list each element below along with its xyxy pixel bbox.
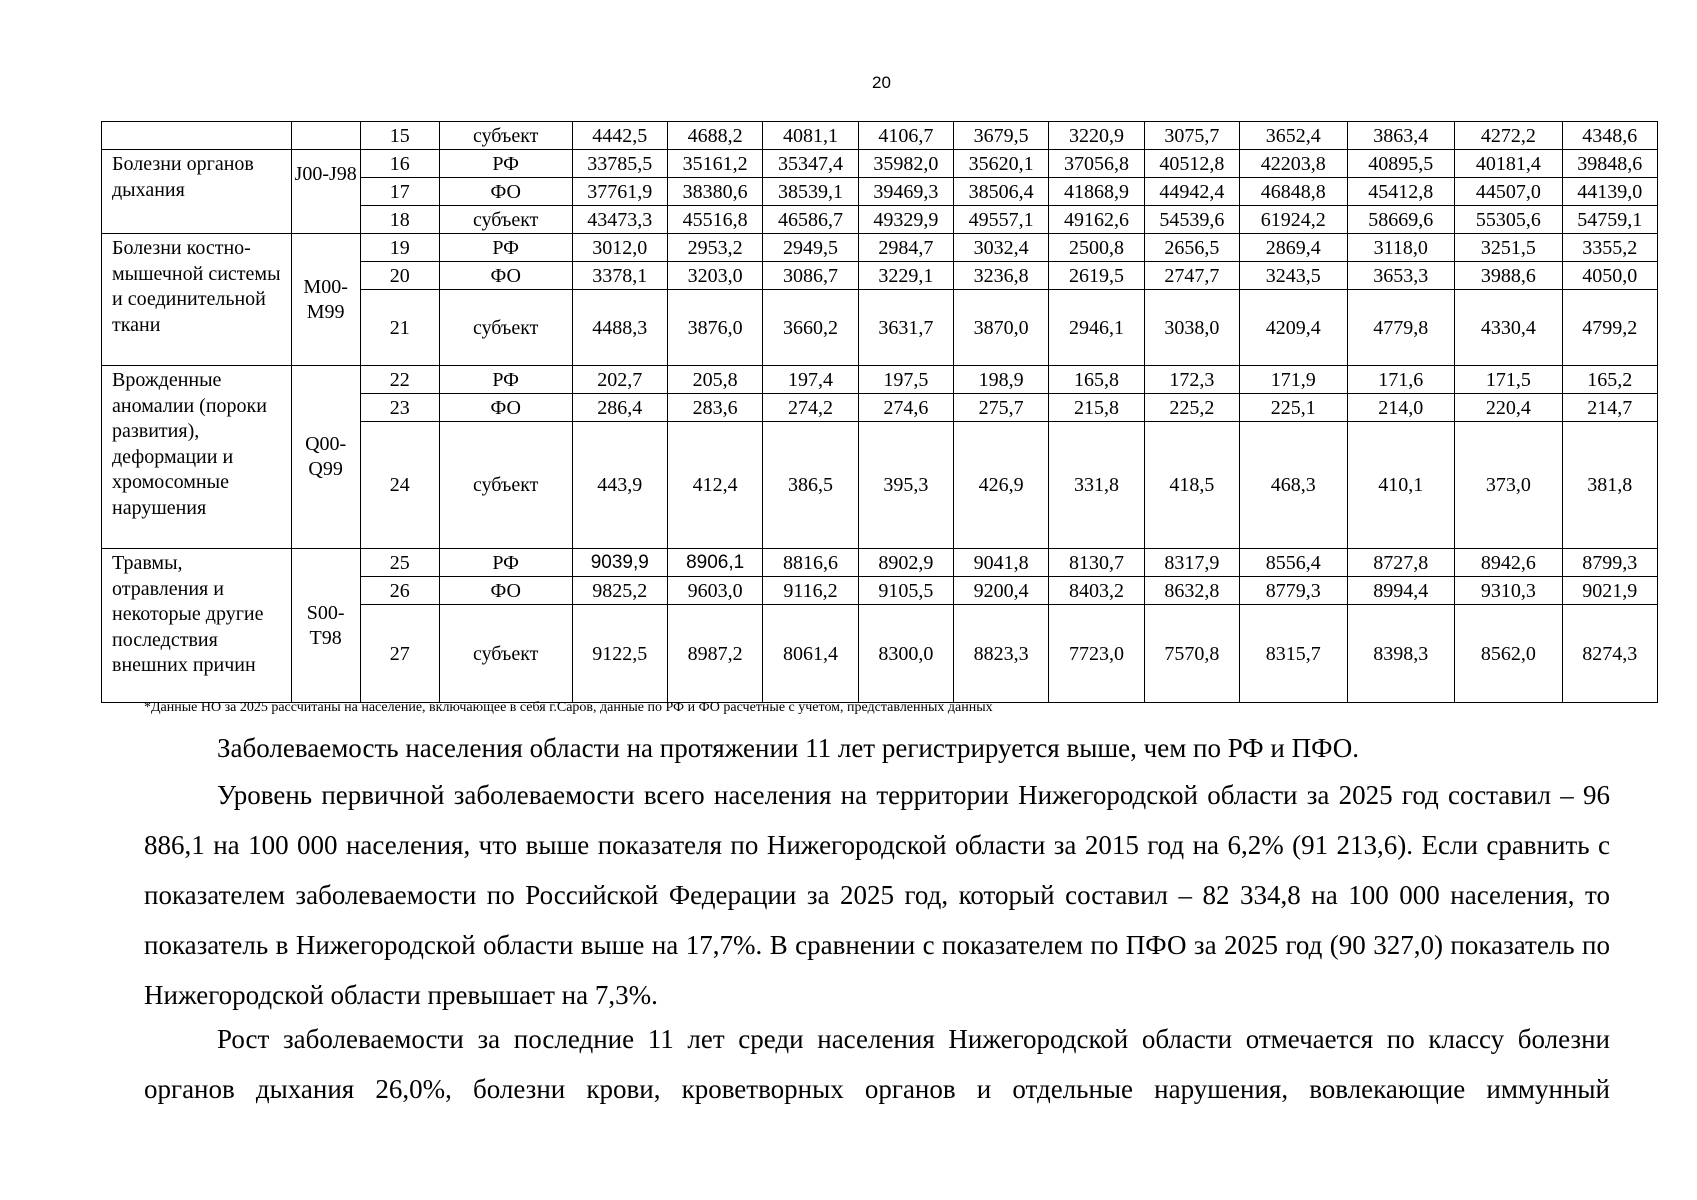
- level-cell: РФ: [439, 234, 572, 262]
- level-cell: РФ: [439, 366, 572, 394]
- level-cell: субъект: [439, 206, 572, 234]
- value-cell: 8562,0: [1455, 605, 1563, 703]
- value-cell: 395,3: [858, 422, 953, 549]
- morbidity-table: [101, 121, 1658, 703]
- value-cell: 412,4: [667, 422, 762, 549]
- value-cell: 42203,8: [1240, 150, 1348, 178]
- value-cell: 35161,2: [667, 150, 762, 178]
- value-cell: 214,7: [1562, 394, 1657, 422]
- page-number: 20: [872, 73, 891, 92]
- value-cell: 54759,1: [1562, 206, 1657, 234]
- value-cell: 8987,2: [667, 605, 762, 703]
- value-cell: 3243,5: [1240, 262, 1348, 290]
- value-cell: 274,6: [858, 394, 953, 422]
- paragraph-text: Заболеваемость населения области на протяжении 11 лет регистрируется выше, чем по РФ и ПФО.: [217, 733, 1359, 763]
- value-cell: 3679,5: [954, 122, 1049, 150]
- code-cell: Q00-Q99: [291, 366, 360, 549]
- code-cell: J00-J98: [291, 150, 360, 234]
- value-cell: 49557,1: [954, 206, 1049, 234]
- value-cell: 8315,7: [1240, 605, 1348, 703]
- value-cell: 3229,1: [858, 262, 953, 290]
- value-cell: 410,1: [1347, 422, 1455, 549]
- level-cell: субъект: [439, 422, 572, 549]
- value-cell: 165,2: [1562, 366, 1657, 394]
- value-cell: 8632,8: [1144, 577, 1239, 605]
- row-number: 21: [360, 290, 439, 366]
- value-cell: 3086,7: [763, 262, 858, 290]
- value-cell: 8398,3: [1347, 605, 1455, 703]
- value-cell: 4330,4: [1455, 290, 1563, 366]
- value-cell: 3118,0: [1347, 234, 1455, 262]
- class-cell: Травмы, отравления и некоторые другие последствия внешних причин: [102, 549, 292, 703]
- value-cell: 9105,5: [858, 577, 953, 605]
- value-cell: 7570,8: [1144, 605, 1239, 703]
- value-cell: 38539,1: [763, 178, 858, 206]
- value-cell: 35347,4: [763, 150, 858, 178]
- value-cell: 3988,6: [1455, 262, 1563, 290]
- table-row: [102, 150, 1658, 178]
- value-cell: 8061,4: [763, 605, 858, 703]
- value-cell: 386,5: [763, 422, 858, 549]
- value-cell: 2656,5: [1144, 234, 1239, 262]
- value-cell: 3652,4: [1240, 122, 1348, 150]
- value-cell: 3378,1: [572, 262, 667, 290]
- value-cell: 7723,0: [1049, 605, 1144, 703]
- value-cell: 3870,0: [954, 290, 1049, 366]
- value-cell: 43473,3: [572, 206, 667, 234]
- value-cell: 9021,9: [1562, 577, 1657, 605]
- value-cell: 35982,0: [858, 150, 953, 178]
- row-number: 26: [360, 577, 439, 605]
- class-cell: [102, 122, 292, 150]
- value-cell: 49162,6: [1049, 206, 1144, 234]
- value-cell: 220,4: [1455, 394, 1563, 422]
- value-cell: 2869,4: [1240, 234, 1348, 262]
- value-cell: 202,7: [572, 366, 667, 394]
- value-cell: 2984,7: [858, 234, 953, 262]
- row-number: 19: [360, 234, 439, 262]
- value-cell: 4209,4: [1240, 290, 1348, 366]
- paragraph: [144, 723, 1610, 773]
- value-cell: 3251,5: [1455, 234, 1563, 262]
- level-cell: ФО: [439, 577, 572, 605]
- value-cell: 8556,4: [1240, 549, 1348, 577]
- value-cell: 8942,6: [1455, 549, 1563, 577]
- paragraph-text: Рост заболеваемости за последние 11 лет среди населения Нижегородской области отмечается по классу болезни органов дыхания 26,0%, болезни крови, кроветворных органов и отдельные нарушения, вовлекающие иммунный: [144, 1024, 1610, 1104]
- code-cell: S00-T98: [291, 549, 360, 703]
- value-cell: 8300,0: [858, 605, 953, 703]
- value-cell: 331,8: [1049, 422, 1144, 549]
- paragraph: [144, 770, 1610, 1020]
- value-cell: 44139,0: [1562, 178, 1657, 206]
- value-cell: 225,2: [1144, 394, 1239, 422]
- value-cell: 8994,4: [1347, 577, 1455, 605]
- value-cell: 418,5: [1144, 422, 1239, 549]
- value-cell: 41868,9: [1049, 178, 1144, 206]
- value-cell: 172,3: [1144, 366, 1239, 394]
- value-cell: 3032,4: [954, 234, 1049, 262]
- level-cell: ФО: [439, 394, 572, 422]
- row-number: 15: [360, 122, 439, 150]
- class-cell: Болезни костно-мышечной системы и соединительной ткани: [102, 234, 292, 366]
- value-cell: 8799,3: [1562, 549, 1657, 577]
- row-number: 16: [360, 150, 439, 178]
- value-cell: 3653,3: [1347, 262, 1455, 290]
- value-cell: 274,2: [763, 394, 858, 422]
- value-cell: 3876,0: [667, 290, 762, 366]
- value-cell: 44942,4: [1144, 178, 1239, 206]
- value-cell: 9039,9: [572, 549, 667, 577]
- value-cell: 4442,5: [572, 122, 667, 150]
- value-cell: 373,0: [1455, 422, 1563, 549]
- value-cell: 286,4: [572, 394, 667, 422]
- value-cell: 443,9: [572, 422, 667, 549]
- value-cell: 4050,0: [1562, 262, 1657, 290]
- value-cell: 3012,0: [572, 234, 667, 262]
- table-row: [102, 234, 1658, 262]
- value-cell: 40512,8: [1144, 150, 1239, 178]
- value-cell: 55305,6: [1455, 206, 1563, 234]
- row-number: 24: [360, 422, 439, 549]
- table-row: [102, 366, 1658, 394]
- value-cell: 4488,3: [572, 290, 667, 366]
- value-cell: 215,8: [1049, 394, 1144, 422]
- value-cell: 9200,4: [954, 577, 1049, 605]
- value-cell: 3203,0: [667, 262, 762, 290]
- value-cell: 33785,5: [572, 150, 667, 178]
- value-cell: 9116,2: [763, 577, 858, 605]
- value-cell: 198,9: [954, 366, 1049, 394]
- value-cell: 171,5: [1455, 366, 1563, 394]
- value-cell: 3863,4: [1347, 122, 1455, 150]
- value-cell: 4799,2: [1562, 290, 1657, 366]
- value-cell: 8274,3: [1562, 605, 1657, 703]
- level-cell: РФ: [439, 150, 572, 178]
- value-cell: 4348,6: [1562, 122, 1657, 150]
- value-cell: 45516,8: [667, 206, 762, 234]
- value-cell: 8317,9: [1144, 549, 1239, 577]
- level-cell: ФО: [439, 178, 572, 206]
- value-cell: 40895,5: [1347, 150, 1455, 178]
- row-number: 27: [360, 605, 439, 703]
- value-cell: 61924,2: [1240, 206, 1348, 234]
- value-cell: 54539,6: [1144, 206, 1239, 234]
- class-cell: Врожденные аномалии (пороки развития), деформации и хромосомные нарушения: [102, 366, 292, 549]
- level-cell: субъект: [439, 605, 572, 703]
- value-cell: 2747,7: [1144, 262, 1239, 290]
- value-cell: 9310,3: [1455, 577, 1563, 605]
- value-cell: 225,1: [1240, 394, 1348, 422]
- row-number: 22: [360, 366, 439, 394]
- class-cell: Болезни органов дыхания: [102, 150, 292, 234]
- row-number: 18: [360, 206, 439, 234]
- table-footnote: *Данные НО за 2025 рассчитаны на население, включающее в себя г.Саров, данные по РФ и ФО расчетные с учетом, представленных данных: [144, 700, 993, 715]
- value-cell: 165,8: [1049, 366, 1144, 394]
- value-cell: 171,6: [1347, 366, 1455, 394]
- value-cell: 3660,2: [763, 290, 858, 366]
- level-cell: субъект: [439, 290, 572, 366]
- value-cell: 3038,0: [1144, 290, 1239, 366]
- value-cell: 381,8: [1562, 422, 1657, 549]
- value-cell: 3355,2: [1562, 234, 1657, 262]
- value-cell: 8403,2: [1049, 577, 1144, 605]
- value-cell: 58669,6: [1347, 206, 1455, 234]
- level-cell: субъект: [439, 122, 572, 150]
- value-cell: 3075,7: [1144, 122, 1239, 150]
- value-cell: 38506,4: [954, 178, 1049, 206]
- value-cell: 9041,8: [954, 549, 1049, 577]
- value-cell: 46586,7: [763, 206, 858, 234]
- value-cell: 40181,4: [1455, 150, 1563, 178]
- code-cell: [291, 122, 360, 150]
- value-cell: 8823,3: [954, 605, 1049, 703]
- value-cell: 214,0: [1347, 394, 1455, 422]
- value-cell: 2619,5: [1049, 262, 1144, 290]
- row-number: 25: [360, 549, 439, 577]
- value-cell: 426,9: [954, 422, 1049, 549]
- value-cell: 8779,3: [1240, 577, 1348, 605]
- value-cell: 38380,6: [667, 178, 762, 206]
- value-cell: 2946,1: [1049, 290, 1144, 366]
- value-cell: 39469,3: [858, 178, 953, 206]
- value-cell: 2500,8: [1049, 234, 1144, 262]
- value-cell: 9122,5: [572, 605, 667, 703]
- value-cell: 9603,0: [667, 577, 762, 605]
- code-cell: M00-M99: [291, 234, 360, 366]
- value-cell: 197,5: [858, 366, 953, 394]
- value-cell: 3236,8: [954, 262, 1049, 290]
- value-cell: 8727,8: [1347, 549, 1455, 577]
- value-cell: 46848,8: [1240, 178, 1348, 206]
- value-cell: 3220,9: [1049, 122, 1144, 150]
- row-number: 17: [360, 178, 439, 206]
- row-number: 23: [360, 394, 439, 422]
- value-cell: 44507,0: [1455, 178, 1563, 206]
- value-cell: 468,3: [1240, 422, 1348, 549]
- value-cell: 4081,1: [763, 122, 858, 150]
- value-cell: 39848,6: [1562, 150, 1657, 178]
- level-cell: ФО: [439, 262, 572, 290]
- value-cell: 275,7: [954, 394, 1049, 422]
- value-cell: 45412,8: [1347, 178, 1455, 206]
- value-cell: 2953,2: [667, 234, 762, 262]
- value-cell: 283,6: [667, 394, 762, 422]
- value-cell: 197,4: [763, 366, 858, 394]
- value-cell: 2949,5: [763, 234, 858, 262]
- paragraph: [144, 1014, 1610, 1114]
- value-cell: 49329,9: [858, 206, 953, 234]
- value-cell: 37761,9: [572, 178, 667, 206]
- value-cell: 8130,7: [1049, 549, 1144, 577]
- paragraph-text: Уровень первичной заболеваемости всего населения на территории Нижегородской области за 2025 год составил – 96 886,1 на 100 000 населения, что выше показателя по Нижегородской области за 2015 год на 6,2% (91 213,6). Если сравнить с показателем заболеваемости по Российской Федерации за 2025 год, который составил – 82 334,8 на 100 000 населения, то показатель в Нижегородской области выше на 17,7%. В сравнении с показателем по ПФО за 2025 год (90 327,0) показатель по Нижегородской области превышает на 7,3%.: [144, 780, 1610, 1010]
- value-cell: 35620,1: [954, 150, 1049, 178]
- value-cell: 4106,7: [858, 122, 953, 150]
- table-row: [102, 122, 1658, 150]
- value-cell: 4688,2: [667, 122, 762, 150]
- value-cell: 37056,8: [1049, 150, 1144, 178]
- value-cell: 3631,7: [858, 290, 953, 366]
- value-cell: 8816,6: [763, 549, 858, 577]
- value-cell: 8906,1: [667, 549, 762, 577]
- level-cell: РФ: [439, 549, 572, 577]
- value-cell: 4779,8: [1347, 290, 1455, 366]
- value-cell: 205,8: [667, 366, 762, 394]
- value-cell: 8902,9: [858, 549, 953, 577]
- row-number: 20: [360, 262, 439, 290]
- table-row: [102, 549, 1658, 577]
- value-cell: 4272,2: [1455, 122, 1563, 150]
- value-cell: 9825,2: [572, 577, 667, 605]
- value-cell: 171,9: [1240, 366, 1348, 394]
